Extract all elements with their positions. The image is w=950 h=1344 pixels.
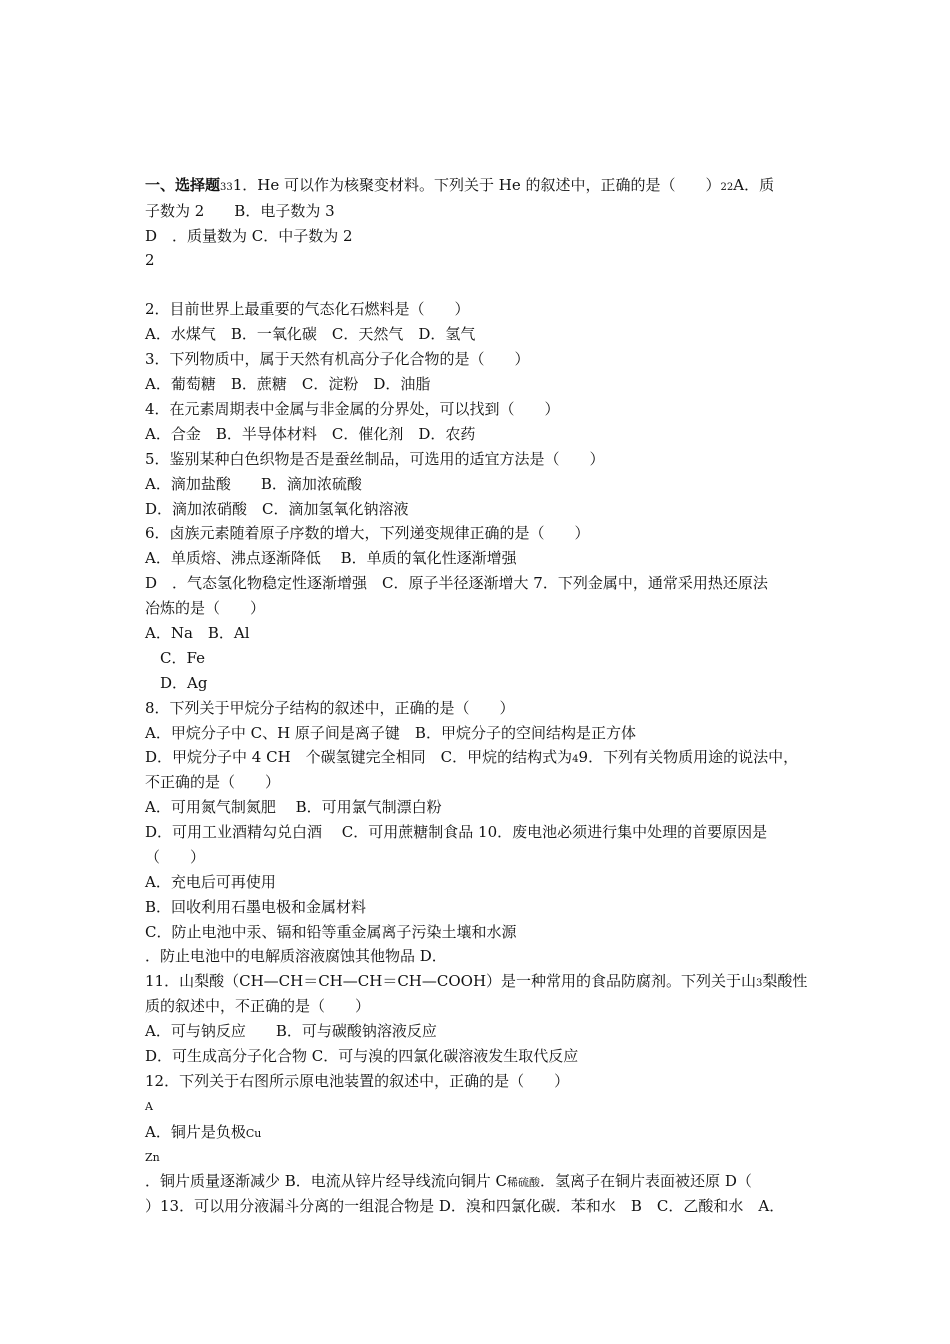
options-line: A．甲烷分子中 C、H 原子间是离子键 B．甲烷分子的空间结构是正方体 bbox=[145, 724, 636, 742]
text-segment: A．铜片是负极 bbox=[145, 1123, 246, 1141]
question-line: 8．下列关于甲烷分子结构的叙述中，正确的是（ ） bbox=[145, 699, 515, 717]
text-line: 子数为 2 B．电子数为 3 bbox=[145, 202, 335, 220]
text-segment: 9．下列有关物质用途的说法中， bbox=[578, 748, 799, 766]
subscript: 3 bbox=[756, 978, 763, 989]
section-heading: 一、选择题 bbox=[145, 176, 221, 194]
options-line: A．单质熔、沸点逐渐降低 B．单质的氧化性逐渐增强 bbox=[145, 549, 517, 567]
options-line: A．葡萄糖 B．蔗糖 C．淀粉 D．油脂 bbox=[145, 375, 431, 393]
options-line: A．合金 B．半导体材料 C．催化剂 D．农药 bbox=[145, 425, 476, 443]
question-line: ）13．可以用分液漏斗分离的一组混合物是 D．溴和四氯化碳．苯和水 B C．乙酸和水 A． bbox=[145, 1197, 785, 1215]
text-line: D．可用工业酒精勾兑白酒 C．可用蔗糖制食品 10．废电池必须进行集中处理的首要原因是 bbox=[145, 823, 768, 841]
options-line: D．可生成高分子化合物 C．可与溴的四氯化碳溶液发生取代反应 bbox=[145, 1047, 579, 1065]
text-segment: ．氢离子在铜片表面被还原 D（ bbox=[540, 1172, 752, 1190]
options-line: A．可用氮气制氮肥 B．可用氯气制漂白粉 bbox=[145, 798, 442, 816]
question-line: 6．卤族元素随着原子序数的增大，下列递变规律正确的是（ ） bbox=[145, 524, 590, 542]
options-line: ．防止电池中的电解质溶液腐蚀其他物品 D． bbox=[145, 947, 447, 965]
text-segment: D．甲烷分子中 4 CH 个碳氢键完全相同 C．甲烷的结构式为 bbox=[145, 748, 573, 766]
options-line: A．水煤气 B．一氧化碳 C．天然气 D．氢气 bbox=[145, 325, 476, 343]
figure-label-cu: Cu bbox=[245, 1127, 262, 1140]
options-line bbox=[145, 1122, 261, 1144]
text-line bbox=[145, 747, 798, 770]
text-segment: 11．山梨酸（CH—CH＝CH—CH＝CH—COOH）是一种常用的食品防腐剂。下列关于山 bbox=[145, 972, 757, 990]
text-line: 冶炼的是（ ） bbox=[145, 599, 266, 617]
figure-label-acid: 稀硫酸 bbox=[507, 1176, 541, 1189]
option-text: A．质 bbox=[733, 176, 775, 194]
options-line: A．Na B．Al bbox=[145, 624, 250, 642]
text-segment: ．铜片质量逐渐减少 B．电流从锌片经导线流向铜片 C bbox=[145, 1172, 508, 1190]
subscript: 22 bbox=[720, 182, 734, 193]
subscript: 4 bbox=[572, 754, 579, 765]
superscript: 33 bbox=[220, 182, 233, 193]
text-line: 质的叙述中，不正确的是（ ） bbox=[145, 997, 371, 1015]
text-line: D ．质量数为 C．中子数为 2 bbox=[145, 227, 353, 245]
question-line: 12．下列关于右图所示原电池装置的叙述中，正确的是（ ） bbox=[145, 1072, 570, 1090]
question-text: 1．He 可以作为核聚变材料。下列关于 He 的叙述中，正确的是（ ） bbox=[232, 176, 721, 194]
text-segment: 梨酸性 bbox=[762, 972, 808, 990]
text-line: 不正确的是（ ） bbox=[145, 773, 281, 791]
options-line: C．防止电池中汞、镉和铅等重金属离子污染土壤和水源 bbox=[145, 923, 517, 941]
question-1-line-1 bbox=[145, 175, 774, 198]
figure-label-zn: Zn bbox=[145, 1151, 160, 1164]
options-line bbox=[145, 1171, 752, 1193]
options-line: D．Ag bbox=[145, 674, 208, 692]
options-line: C．Fe bbox=[145, 649, 205, 667]
question-line: 4．在元素周期表中金属与非金属的分界处，可以找到（ ） bbox=[145, 400, 560, 418]
question-line: 2．目前世界上最重要的气态化石燃料是（ ） bbox=[145, 300, 470, 318]
options-line: A．充电后可再使用 bbox=[145, 873, 276, 891]
options-line: A．可与钠反应 B．可与碳酸钠溶液反应 bbox=[145, 1022, 437, 1040]
question-line bbox=[145, 971, 807, 994]
figure-label-a: A bbox=[145, 1100, 153, 1113]
options-line: B．回收利用石墨电极和金属材料 bbox=[145, 898, 367, 916]
text-line: D ．气态氢化物稳定性逐渐增强 C．原子半径逐渐增大 7．下列金属中，通常采用热还原法 bbox=[145, 574, 768, 592]
options-line: A．滴加盐酸 B．滴加浓硫酸 bbox=[145, 475, 362, 493]
text-line: 2 bbox=[145, 251, 155, 269]
question-line: 5．鉴别某种白色织物是否是蚕丝制品，可选用的适宜方法是（ ） bbox=[145, 450, 605, 468]
text-line: （ ） bbox=[145, 848, 206, 866]
options-line: D．滴加浓硝酸 C．滴加氢氧化钠溶液 bbox=[145, 500, 409, 518]
question-line: 3．下列物质中，属于天然有机高分子化合物的是（ ） bbox=[145, 350, 530, 368]
